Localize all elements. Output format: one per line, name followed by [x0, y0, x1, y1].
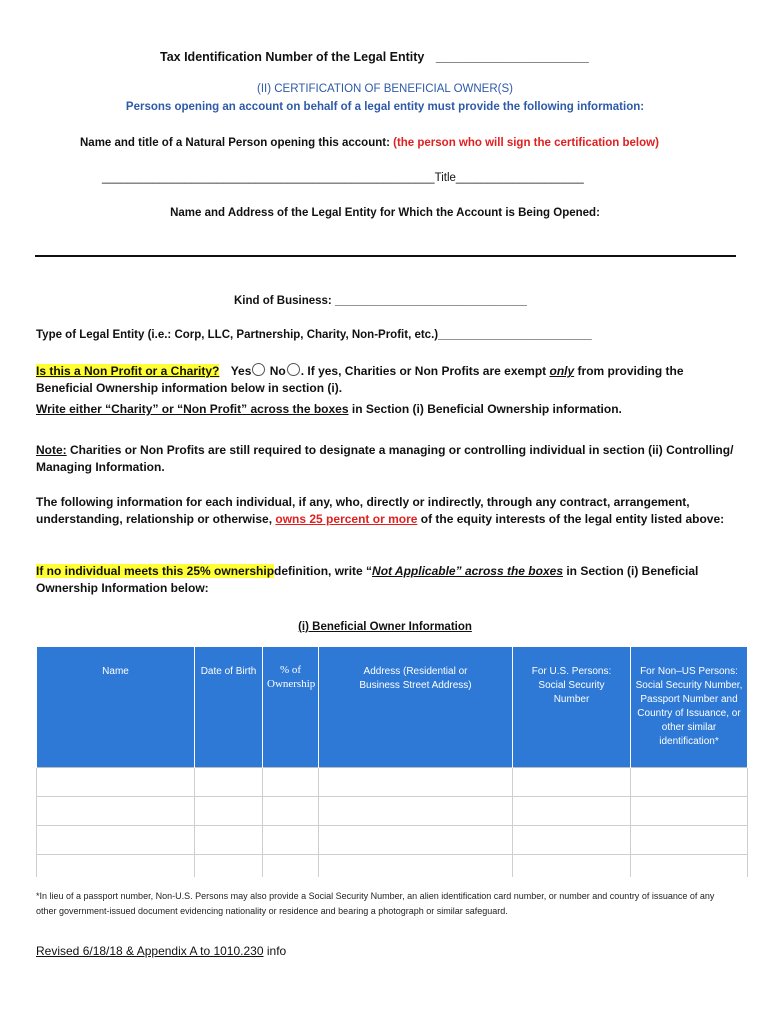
table-cell[interactable]	[513, 855, 631, 878]
nonprofit-paragraph	[36, 363, 736, 397]
only-emphasis: only	[549, 364, 575, 378]
column-header: % of Ownership	[263, 647, 319, 768]
name-title-note: (the person who will sign the certification below)	[393, 137, 659, 149]
table-row	[37, 826, 748, 855]
column-header: Date of Birth	[195, 647, 263, 768]
entity-type-line	[36, 329, 592, 341]
table-header-row	[37, 647, 748, 768]
definition-text: definition, write “	[274, 564, 373, 578]
table-cell[interactable]	[631, 797, 748, 826]
table-cell[interactable]	[513, 768, 631, 797]
nonprofit-text-1: . If yes, Charities or Non Profits are exempt	[300, 364, 547, 378]
write-either: Write either “Charity” or “Non Profit” across the boxes	[36, 402, 349, 416]
note-paragraph	[36, 442, 736, 476]
if-none-highlight: If no individual meets this 25% ownership	[36, 564, 275, 578]
table-cell[interactable]	[195, 768, 263, 797]
table-cell[interactable]	[513, 797, 631, 826]
title-field[interactable]: ____________________	[455, 172, 584, 184]
name-field[interactable]: ____________________________________________________	[102, 172, 435, 184]
table-cell[interactable]	[195, 797, 263, 826]
tin-label: Tax Identification Number of the Legal Entity	[160, 50, 425, 64]
table-cell[interactable]	[195, 826, 263, 855]
revision-line	[36, 944, 286, 958]
table-cell[interactable]	[195, 855, 263, 878]
table-cell[interactable]	[37, 855, 195, 878]
table-cell[interactable]	[319, 768, 513, 797]
column-header: For Non–US Persons: Social Security Number, Passport Number and Country of Issuance, or other similar identification*	[631, 647, 748, 768]
table-cell[interactable]	[631, 826, 748, 855]
table-row	[37, 768, 748, 797]
table-cell[interactable]	[513, 826, 631, 855]
nonprofit-text-2: from providing the Beneficial Ownership information below in section (i).	[36, 364, 684, 395]
table-cell[interactable]	[263, 797, 319, 826]
table-cell[interactable]	[319, 797, 513, 826]
ownership-text-2: of the equity interests of the legal entity listed above:	[420, 512, 725, 526]
table-cell[interactable]	[37, 768, 195, 797]
table-cell[interactable]	[631, 855, 748, 878]
table-cell[interactable]	[37, 826, 195, 855]
write-rest: in Section (i) Beneficial Ownership information.	[351, 402, 622, 416]
kind-of-business-line	[234, 295, 527, 307]
beneficial-owner-table	[36, 647, 748, 877]
table-cell[interactable]	[263, 768, 319, 797]
entity-name-address-field[interactable]	[35, 255, 736, 257]
beneficial-owner-table-title: (i) Beneficial Owner Information	[298, 621, 472, 633]
table-cell[interactable]	[319, 855, 513, 878]
name-title-line	[80, 137, 659, 149]
tin-line	[160, 50, 589, 64]
no-label: No	[269, 364, 286, 378]
table-cell[interactable]	[319, 826, 513, 855]
tin-field[interactable]: ______________________	[435, 50, 589, 64]
cert-subtitle: Persons opening an account on behalf of a legal entity must provide the following information:	[125, 101, 645, 113]
note-label: Note:	[36, 443, 67, 457]
yes-radio[interactable]	[252, 363, 265, 376]
yes-label: Yes	[230, 364, 252, 378]
table-row	[37, 797, 748, 826]
table-cell[interactable]	[263, 855, 319, 878]
entity-type-field[interactable]: ________________________	[438, 329, 592, 341]
cert-title: (II) CERTIFICATION OF BENEFICIAL OWNER(S)	[257, 83, 513, 95]
not-applicable-paragraph	[36, 563, 736, 597]
nonprofit-question: Is this a Non Profit or a Charity?	[36, 364, 220, 378]
table-cell[interactable]	[263, 826, 319, 855]
owns-25-percent: owns 25 percent or more	[275, 512, 418, 526]
not-applicable-rest: in Section (i) Beneficial Ownership Information below:	[36, 564, 699, 595]
no-radio[interactable]	[287, 363, 300, 376]
kind-of-business-label: Kind of Business:	[234, 295, 332, 307]
column-header: Address (Residential or Business Street Address)	[319, 647, 513, 768]
entity-name-address-label: Name and Address of the Legal Entity for Which the Account is Being Opened:	[170, 207, 600, 219]
name-title-fields	[102, 172, 584, 184]
note-text: Charities or Non Profits are still required to designate a managing or controlling individual in section (ii) Controlling/ Managing Information.	[36, 443, 734, 474]
ownership-paragraph	[36, 494, 736, 528]
title-label: Title	[434, 172, 456, 184]
footnote: *In lieu of a passport number, Non-U.S. Persons may also provide a Social Security Number, an alien identification card number, or number and country of issuance of any other government-issued document evidencing nationality or residence and bearing a photograph or similar safeguard.	[36, 891, 715, 916]
column-header: For U.S. Persons: Social Security Number	[513, 647, 631, 768]
ownership-text-1: The following information for each individual, if any, who, directly or indirectly, through any contract, arrangement, understanding, relationship or otherwise,	[36, 495, 690, 526]
revision-link[interactable]: Revised 6/18/18 & Appendix A to 1010.230	[36, 944, 264, 958]
column-header: Name	[37, 647, 195, 768]
revision-suffix: info	[266, 944, 287, 958]
entity-type-label: Type of Legal Entity (i.e.: Corp, LLC, Partnership, Charity, Non-Profit, etc.)	[36, 329, 439, 341]
table-cell[interactable]	[631, 768, 748, 797]
not-applicable-emphasis: Not Applicable” across the boxes	[372, 564, 563, 578]
name-title-label: Name and title of a Natural Person opening this account:	[80, 137, 390, 149]
write-either-line	[36, 401, 736, 418]
table-cell[interactable]	[37, 797, 195, 826]
table-row	[37, 855, 748, 878]
kind-of-business-field[interactable]: ______________________________	[334, 295, 527, 307]
